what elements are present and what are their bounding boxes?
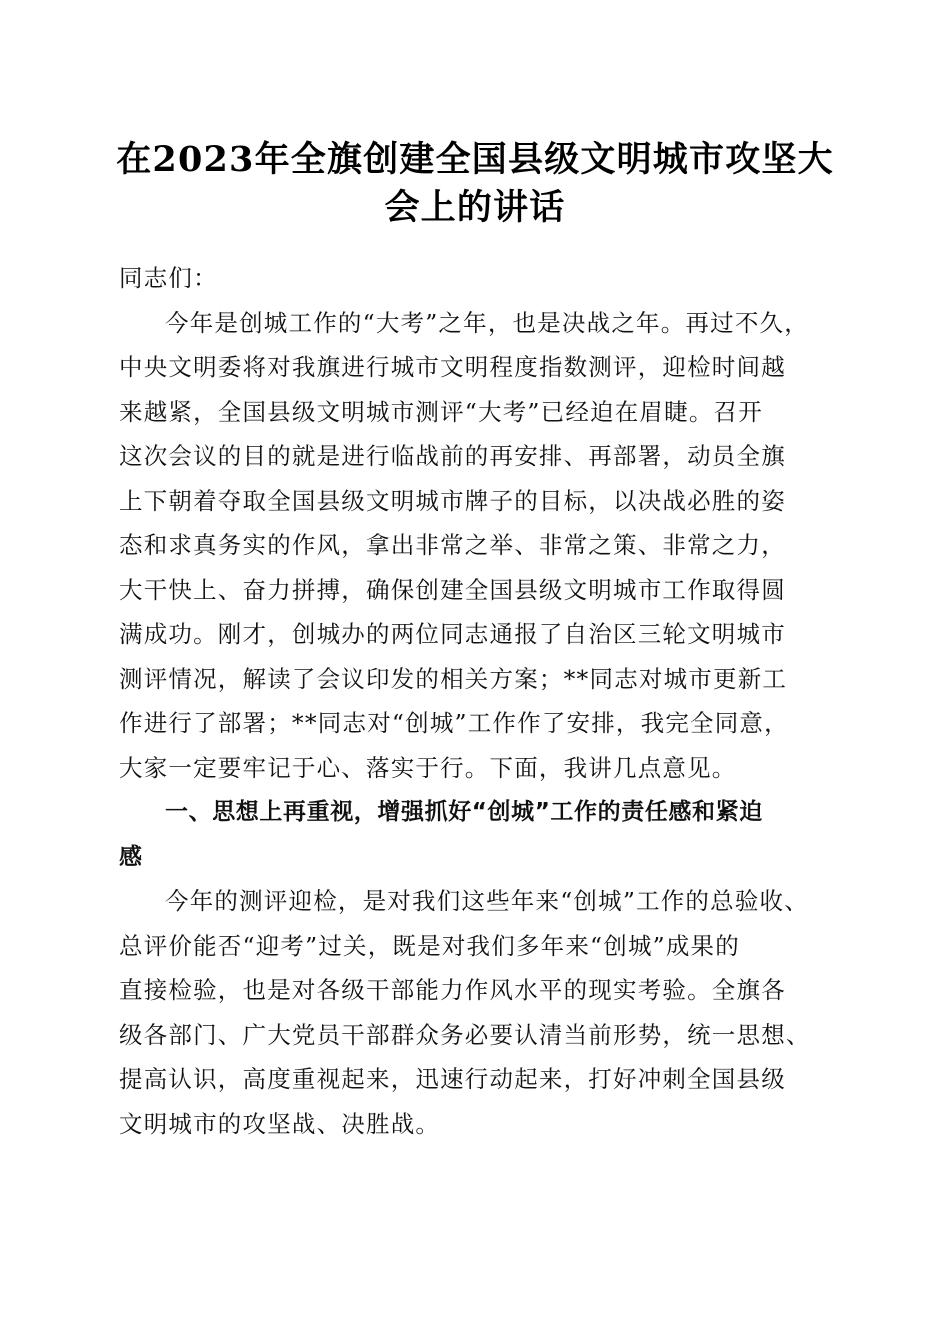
paragraph-intro (119, 301, 839, 791)
paragraph-line: 上下朝着夺取全国县级文明城市牌子的目标，以决战必胜的姿 (119, 486, 786, 515)
salutation (119, 256, 839, 301)
paragraph-line: 这次会议的目的就是进行临战前的再安排、再部署，动员全旗 (119, 442, 786, 470)
paragraph-line: 提高认识，高度重视起来，迅速行动起来，打好冲刺全国县级 (119, 1065, 786, 1093)
paragraph-line: 大家一定要牢记于心、落实于行。下面，我讲几点意见。 (119, 753, 737, 782)
document-title (110, 136, 840, 232)
paragraph-line: 态和求真务实的作风，拿出非常之举、非常之策、非常之力， (119, 531, 786, 559)
paragraph-line: 总评价能否“迎考”过关，既是对我们多年来“创城”成果的 (119, 931, 740, 960)
section-heading-1 (119, 790, 839, 879)
paragraph-line: 今年是创城工作的“大考”之年，也是决战之年。再过不久， (165, 308, 809, 337)
document-body (119, 252, 839, 1146)
paragraph-line: 文明城市的攻坚战、决胜战。 (119, 1109, 441, 1138)
heading-line: 感 (119, 843, 143, 870)
paragraph-line: 级各部门、广大党员干部群众务必要认清当前形势，统一思想、 (119, 1020, 811, 1049)
paragraph-line: 大干快上、奋力拼搏，确保创建全国县级文明城市工作取得圆 (119, 575, 786, 604)
salutation-text: 同志们： (119, 264, 218, 292)
paragraph-line: 来越紧，全国县级文明城市测评“大考”已经迫在眉睫。召开 (119, 397, 763, 426)
title-line: 在2023年全旗创建全国县级文明城市攻坚大 (116, 139, 834, 180)
heading-line: 一、思想上再重视，增强抓好“创城”工作的责任感和紧迫 (165, 799, 763, 825)
paragraph-line: 直接检验，也是对各级干部能力作风水平的现实考验。全旗各 (119, 976, 786, 1004)
paragraph-line: 测评情况，解读了会议印发的相关方案；**同志对城市更新工 (119, 664, 788, 693)
paragraph-line: 今年的测评迎检，是对我们这些年来“创城”工作的总验收、 (165, 887, 809, 915)
paragraph-line: 作进行了部署；**同志对“创城”工作作了安排，我完全同意， (119, 709, 789, 737)
paragraph-section-1 (119, 879, 839, 1146)
paragraph-line: 中央文明委将对我旗进行城市文明程度指数测评，迎检时间越 (119, 353, 786, 381)
paragraph-line: 满成功。刚才，创城办的两位同志通报了自治区三轮文明城市 (119, 620, 786, 648)
title-line: 会上的讲话 (384, 187, 566, 228)
